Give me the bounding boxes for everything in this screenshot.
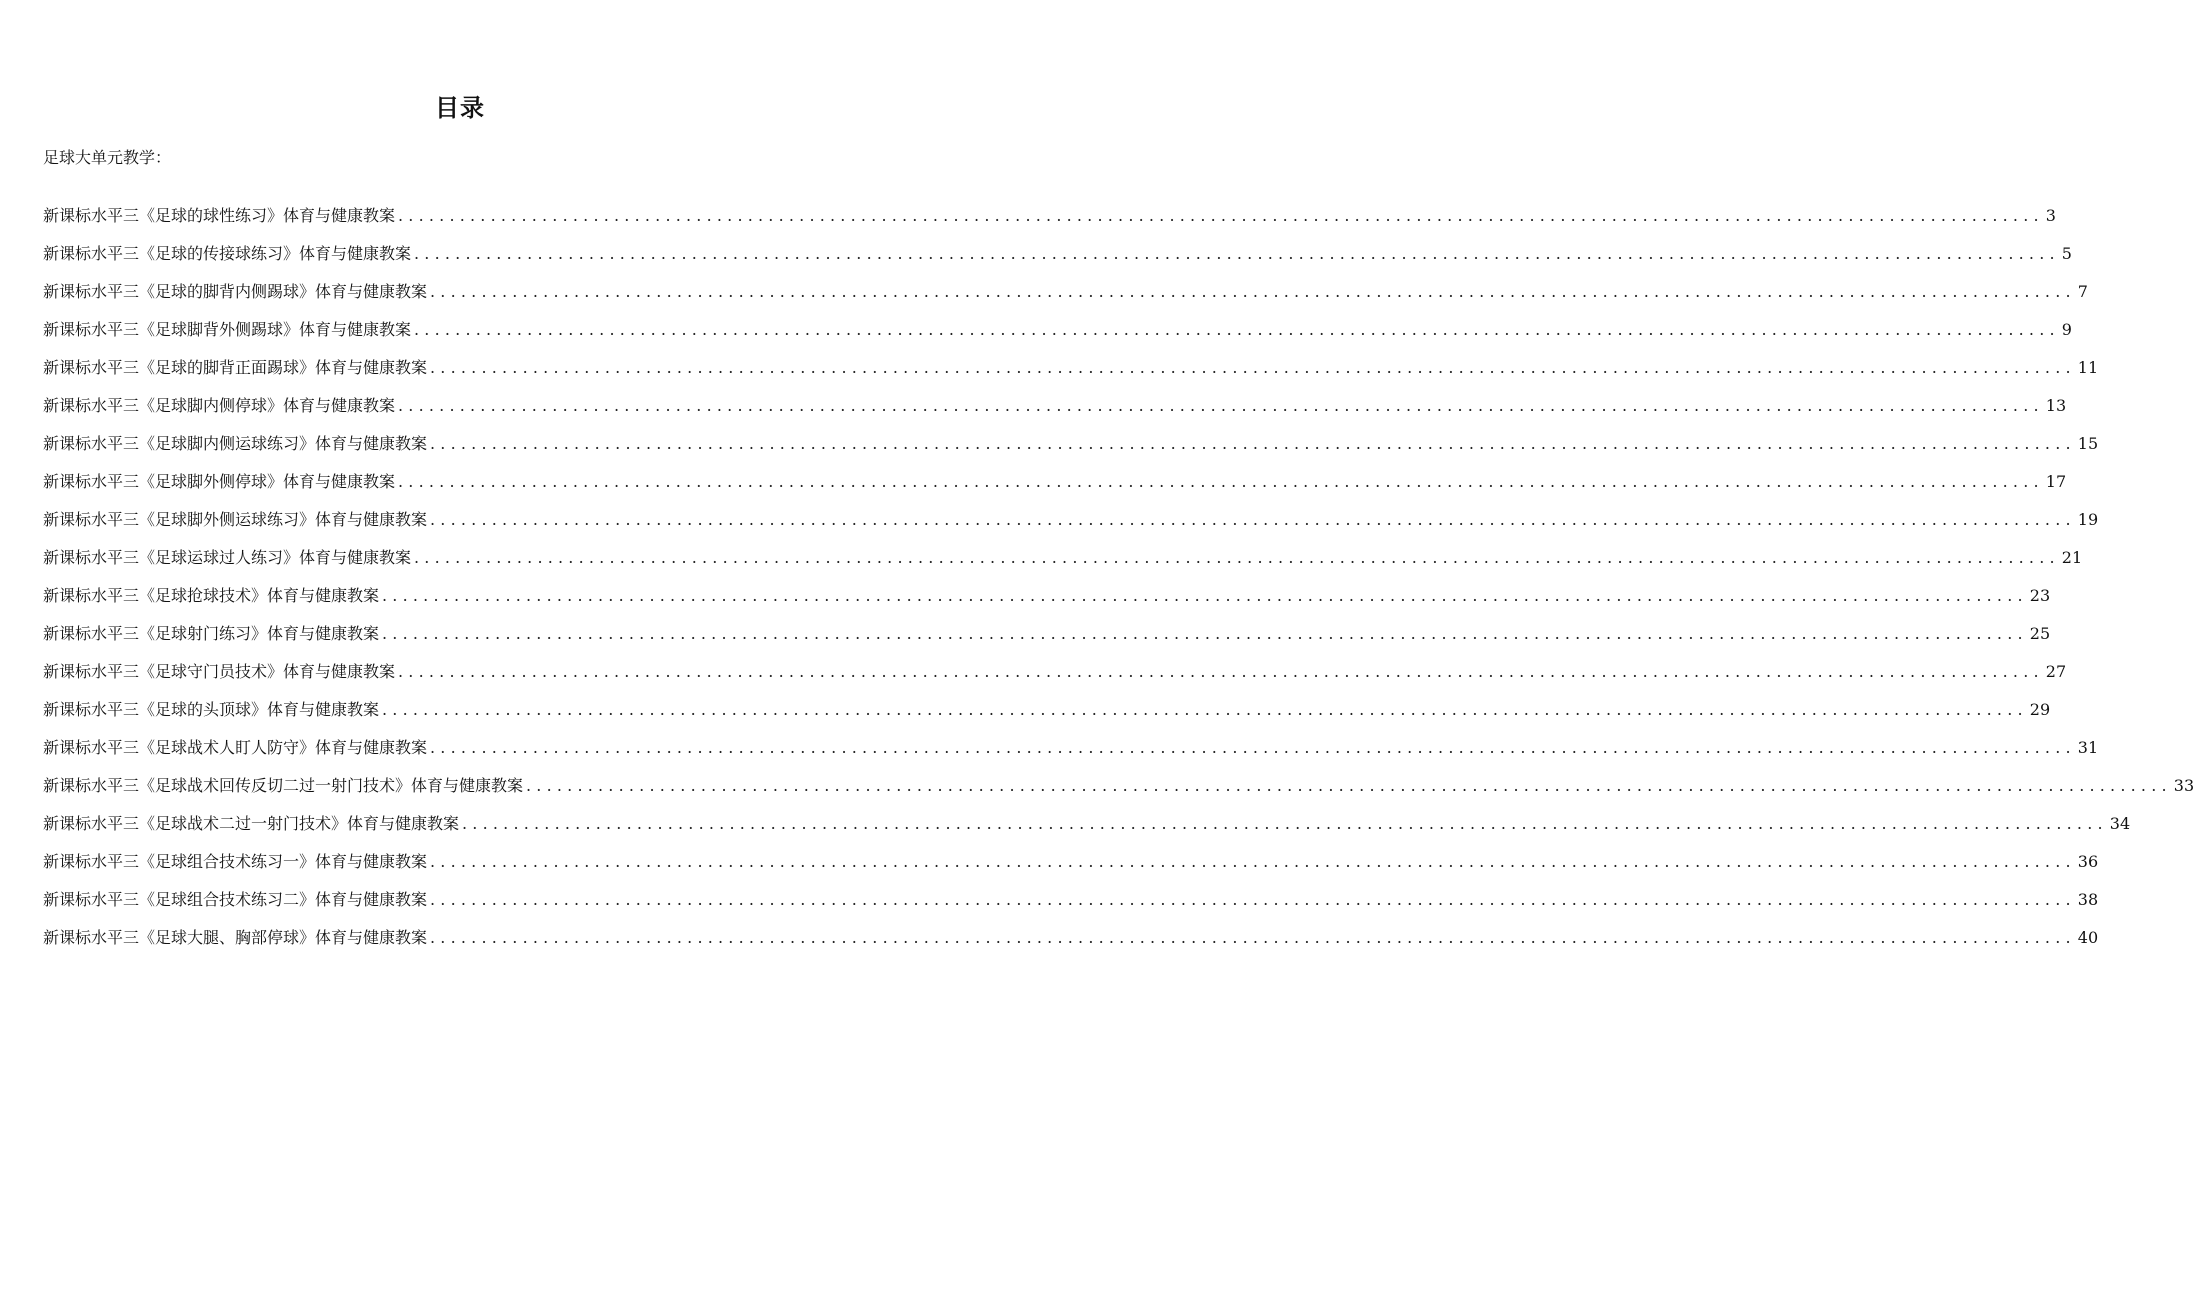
toc-entry-title: 新课标水平三《足球组合技术练习二》体育与健康教案 — [43, 890, 428, 909]
toc-entry-page-number: 33 — [2173, 776, 2194, 795]
toc-entry-page-number: 23 — [2029, 586, 2051, 605]
toc-dot-leader: ................................................................................................................................................................ — [398, 206, 2044, 225]
toc-entry-page-number: 38 — [2077, 890, 2099, 909]
toc-entry-title: 新课标水平三《足球的脚背正面踢球》体育与健康教案 — [43, 358, 428, 377]
toc-entry-title: 新课标水平三《足球守门员技术》体育与健康教案 — [43, 662, 396, 681]
toc-entry-title: 新课标水平三《足球的头顶球》体育与健康教案 — [43, 700, 380, 719]
toc-entry-title: 新课标水平三《足球战术二过一射门技术》体育与健康教案 — [43, 814, 460, 833]
toc-entry[interactable] — [43, 508, 2099, 546]
toc-entry-page-number: 7 — [2077, 282, 2088, 301]
toc-entry-title: 新课标水平三《足球的传接球练习》体育与健康教案 — [43, 244, 412, 263]
toc-entry-page-number: 9 — [2061, 320, 2072, 339]
toc-entry[interactable] — [43, 698, 2051, 736]
toc-entry[interactable] — [43, 850, 2099, 888]
toc-dot-leader: ................................................................................................................................................................ — [430, 738, 2076, 757]
toc-entry-page-number: 15 — [2077, 434, 2099, 453]
toc-entry[interactable] — [43, 812, 2131, 850]
toc-entry[interactable] — [43, 774, 2194, 812]
toc-entry-page-number: 25 — [2029, 624, 2051, 643]
toc-entry[interactable] — [43, 888, 2099, 926]
toc-entry-title: 新课标水平三《足球脚内侧停球》体育与健康教案 — [43, 396, 396, 415]
toc-entry[interactable] — [43, 546, 2083, 584]
toc-entry-title: 新课标水平三《足球射门练习》体育与健康教案 — [43, 624, 380, 643]
toc-entry[interactable] — [43, 584, 2051, 622]
toc-dot-leader: ................................................................................................................................................................ — [430, 434, 2076, 453]
toc-entry-page-number: 34 — [2109, 814, 2131, 833]
toc-entry-title: 新课标水平三《足球大腿、胸部停球》体育与健康教案 — [43, 928, 428, 947]
toc-entry-page-number: 17 — [2045, 472, 2067, 491]
toc-entry[interactable] — [43, 242, 2072, 280]
toc-entry-page-number: 31 — [2077, 738, 2099, 757]
toc-entry-page-number: 27 — [2045, 662, 2067, 681]
toc-entry-page-number: 36 — [2077, 852, 2099, 871]
section-subtitle: 足球大单元教学： — [43, 148, 172, 167]
toc-dot-leader: ................................................................................................................................................................ — [398, 472, 2044, 491]
toc-dot-leader: ................................................................................................................................................................ — [430, 282, 2076, 301]
toc-dot-leader: ................................................................................................................................................................ — [430, 510, 2076, 529]
toc-entry[interactable] — [43, 622, 2051, 660]
toc-entry-title: 新课标水平三《足球脚背外侧踢球》体育与健康教案 — [43, 320, 412, 339]
toc-entry-title: 新课标水平三《足球脚外侧运球练习》体育与健康教案 — [43, 510, 428, 529]
toc-entry-page-number: 13 — [2045, 396, 2067, 415]
toc-entry[interactable] — [43, 470, 2067, 508]
toc-dot-leader: ................................................................................................................................................................ — [526, 776, 2172, 795]
toc-entry-title: 新课标水平三《足球的球性练习》体育与健康教案 — [43, 206, 396, 225]
toc-entry[interactable] — [43, 394, 2067, 432]
toc-entry[interactable] — [43, 926, 2099, 964]
toc-entry-page-number: 29 — [2029, 700, 2051, 719]
toc-entry[interactable] — [43, 736, 2099, 774]
toc-entry-title: 新课标水平三《足球抢球技术》体育与健康教案 — [43, 586, 380, 605]
toc-dot-leader: ................................................................................................................................................................ — [414, 548, 2060, 567]
toc-entry-title: 新课标水平三《足球的脚背内侧踢球》体育与健康教案 — [43, 282, 428, 301]
page-title: 目录 — [435, 94, 485, 122]
toc-dot-leader: ................................................................................................................................................................ — [414, 320, 2060, 339]
table-of-contents — [43, 204, 2194, 964]
toc-entry-title: 新课标水平三《足球战术人盯人防守》体育与健康教案 — [43, 738, 428, 757]
toc-entry-page-number: 3 — [2045, 206, 2056, 225]
toc-entry[interactable] — [43, 204, 2056, 242]
toc-dot-leader: ................................................................................................................................................................ — [430, 928, 2076, 947]
toc-entry-page-number: 21 — [2061, 548, 2083, 567]
toc-dot-leader: ................................................................................................................................................................ — [398, 662, 2044, 681]
toc-entry-page-number: 19 — [2077, 510, 2099, 529]
toc-entry[interactable] — [43, 660, 2067, 698]
toc-dot-leader: ................................................................................................................................................................ — [398, 396, 2044, 415]
toc-dot-leader: ................................................................................................................................................................ — [382, 624, 2028, 643]
toc-dot-leader: ................................................................................................................................................................ — [430, 852, 2076, 871]
toc-entry-page-number: 5 — [2061, 244, 2072, 263]
toc-dot-leader: ................................................................................................................................................................ — [414, 244, 2060, 263]
toc-entry-page-number: 40 — [2077, 928, 2099, 947]
toc-entry-page-number: 11 — [2077, 358, 2099, 377]
toc-dot-leader: ................................................................................................................................................................ — [382, 700, 2028, 719]
toc-entry[interactable] — [43, 356, 2099, 394]
toc-entry-title: 新课标水平三《足球脚外侧停球》体育与健康教案 — [43, 472, 396, 491]
toc-entry[interactable] — [43, 280, 2088, 318]
toc-dot-leader: ................................................................................................................................................................ — [462, 814, 2108, 833]
toc-entry-title: 新课标水平三《足球脚内侧运球练习》体育与健康教案 — [43, 434, 428, 453]
toc-entry-title: 新课标水平三《足球战术回传反切二过一射门技术》体育与健康教案 — [43, 776, 524, 795]
toc-entry-title: 新课标水平三《足球组合技术练习一》体育与健康教案 — [43, 852, 428, 871]
toc-entry[interactable] — [43, 318, 2072, 356]
toc-dot-leader: ................................................................................................................................................................ — [382, 586, 2028, 605]
toc-dot-leader: ................................................................................................................................................................ — [430, 358, 2076, 377]
toc-entry[interactable] — [43, 432, 2099, 470]
toc-dot-leader: ................................................................................................................................................................ — [430, 890, 2076, 909]
toc-entry-title: 新课标水平三《足球运球过人练习》体育与健康教案 — [43, 548, 412, 567]
